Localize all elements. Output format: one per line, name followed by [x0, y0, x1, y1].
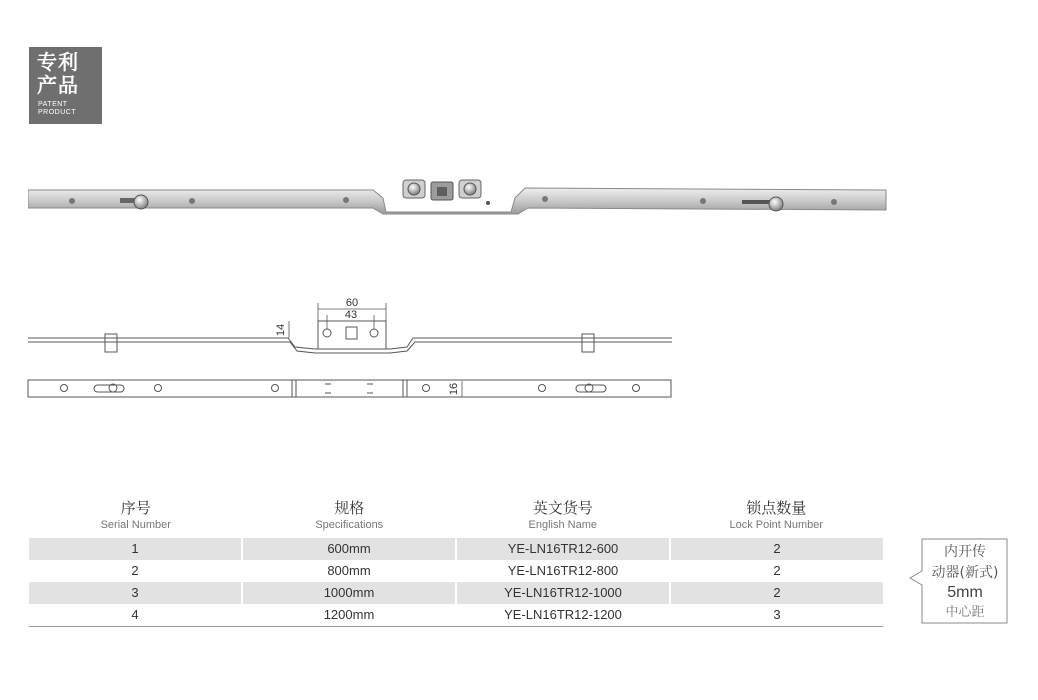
- header-en: Specifications: [315, 519, 384, 531]
- table-cell: 4: [131, 607, 139, 622]
- spec-table: [29, 498, 883, 627]
- table-cell: YE-LN16TR12-1200: [504, 607, 622, 622]
- header-lock-point: [670, 498, 884, 538]
- technical-drawing: [25, 285, 677, 400]
- note-line3: 5mm: [947, 584, 983, 601]
- table-cell: 3: [29, 582, 241, 604]
- header-cn: 英文货号: [532, 499, 593, 517]
- note-line4: 中心距: [945, 605, 985, 620]
- table-row: [29, 582, 883, 604]
- badge-subtitle-line2: PRODUCT: [38, 109, 77, 116]
- table-body: [29, 538, 883, 627]
- dimension-outer-label: 60: [345, 297, 359, 309]
- dimension-width-label: 16: [448, 382, 460, 396]
- badge-subtitle-line1: PATENT: [38, 101, 68, 108]
- dimension-lines: [289, 303, 462, 397]
- table-cell: 1000mm: [243, 582, 455, 604]
- badge-title-line2: 产品: [37, 73, 79, 97]
- note-line1: 内开传: [944, 544, 986, 560]
- header-en: English Name: [528, 519, 597, 531]
- table-row: [29, 604, 883, 626]
- header-english-name: [456, 498, 670, 538]
- header-cn: 规格: [334, 499, 365, 517]
- table-cell: YE-LN16TR12-600: [457, 538, 669, 560]
- patent-badge: [29, 47, 102, 124]
- table-cell: YE-LN16TR12-1000: [457, 582, 669, 604]
- product-photo: [28, 168, 890, 218]
- table-cell: 800mm: [327, 563, 371, 578]
- table-cell: 2: [671, 582, 883, 604]
- callout-note: [908, 538, 1008, 624]
- table-cell: 600mm: [243, 538, 455, 560]
- header-en: Lock Point Number: [729, 519, 824, 531]
- header-en: Serial Number: [100, 519, 171, 531]
- header-cn: 锁点数量: [746, 499, 807, 517]
- table-cell: 1200mm: [323, 607, 375, 622]
- table-cell: 2: [131, 563, 139, 578]
- table-header: [29, 498, 883, 538]
- table-cell: 2: [671, 538, 883, 560]
- top-view: [28, 380, 671, 397]
- table-cell: 2: [773, 563, 781, 578]
- header-spec: [243, 498, 457, 538]
- table-cell: YE-LN16TR12-800: [507, 563, 619, 578]
- header-serial: [29, 498, 243, 538]
- table-row: [29, 560, 883, 582]
- note-line2: 动器(新式): [931, 565, 999, 581]
- dimension-height-label: 14: [275, 323, 287, 337]
- side-profile: [28, 321, 672, 353]
- badge-title-line1: 专利: [37, 50, 79, 74]
- table-row: [29, 538, 883, 560]
- table-cell: 1: [29, 538, 241, 560]
- header-cn: 序号: [120, 499, 151, 517]
- dimension-inner-label: 43: [344, 309, 358, 321]
- table-cell: 3: [773, 607, 781, 622]
